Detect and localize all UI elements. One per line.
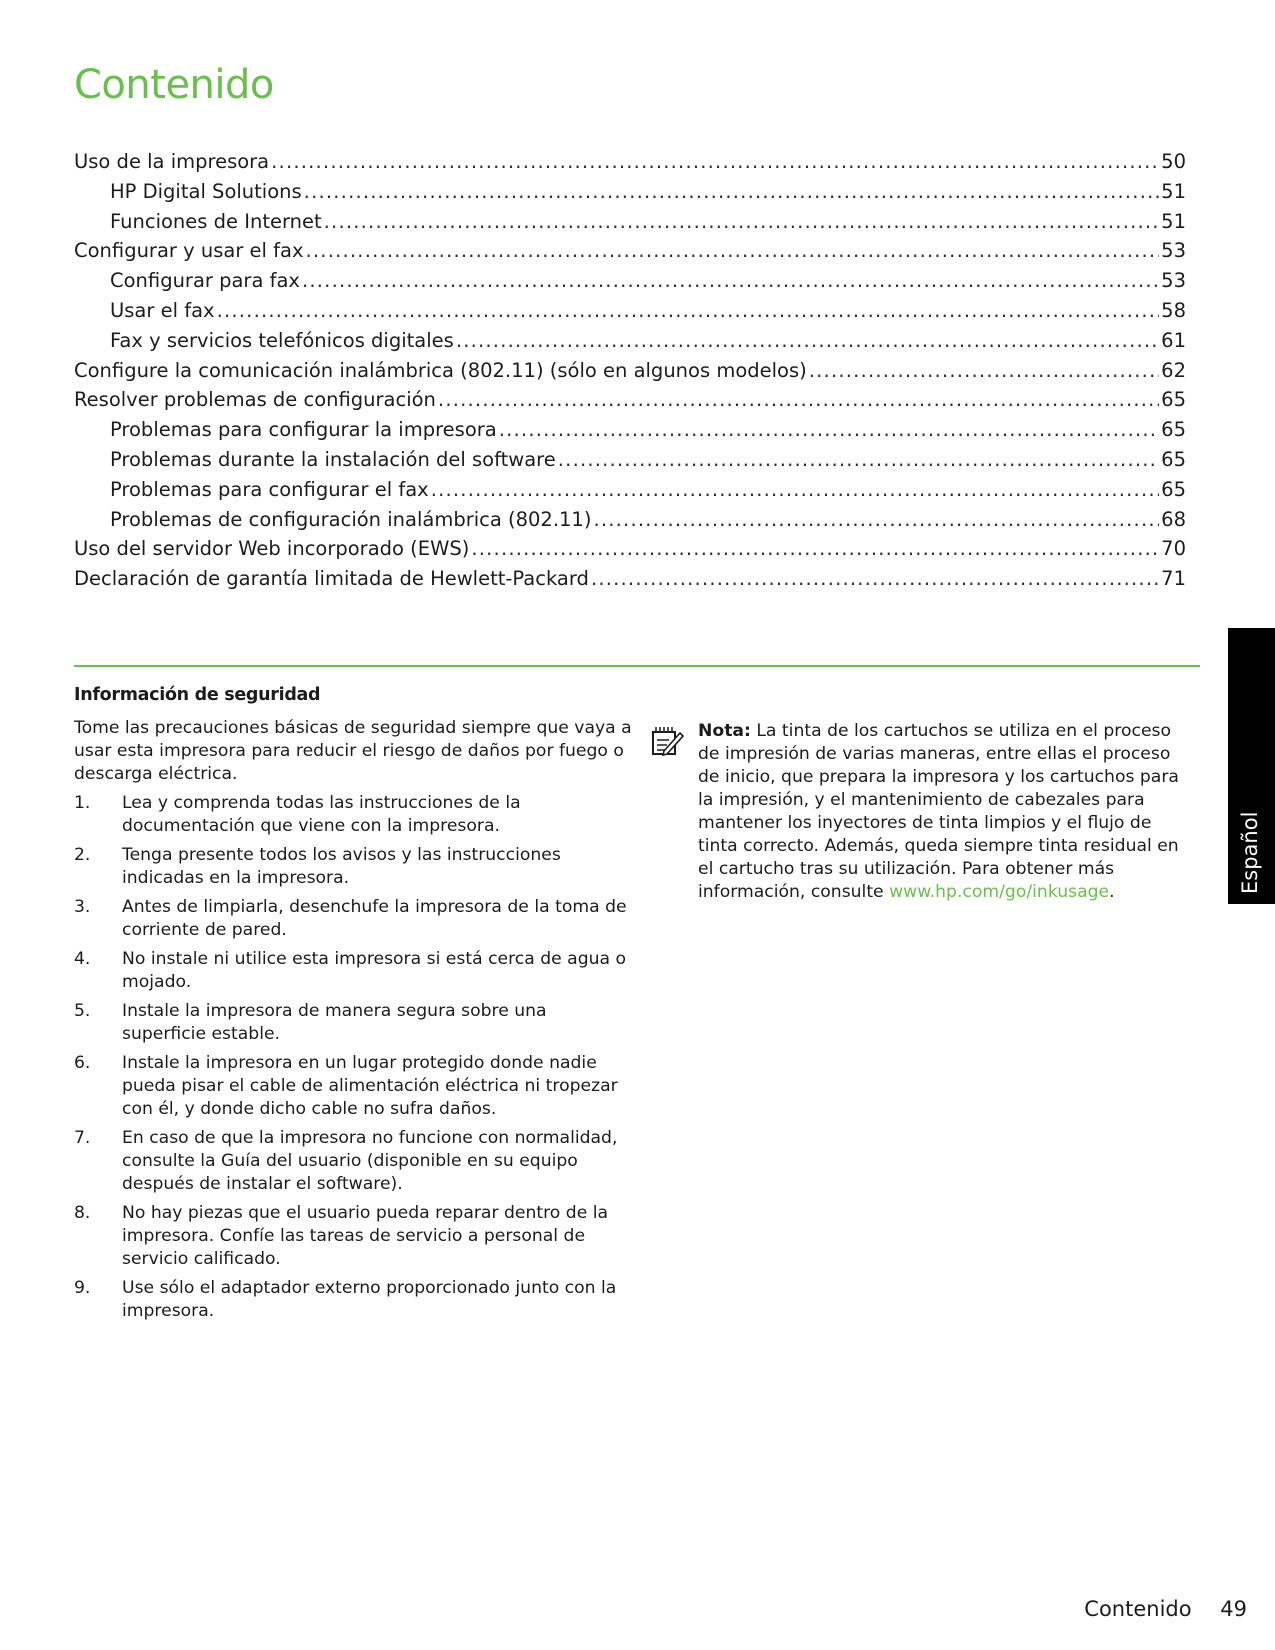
toc-entry-page: 53 <box>1161 269 1186 293</box>
toc-entry-label: Problemas de configuración inalámbrica (802.11) <box>110 507 592 531</box>
list-item-text: Tenga presente todos los avisos y las instrucciones indicadas en la impresora. <box>122 845 561 888</box>
toc-entry[interactable] <box>74 329 1186 359</box>
toc-entry-page: 65 <box>1161 447 1186 471</box>
toc-dot-leader <box>591 567 1159 590</box>
toc-dot-leader <box>499 418 1159 441</box>
toc-dot-leader <box>593 508 1159 531</box>
toc-dot-leader <box>306 239 1160 262</box>
toc-dot-leader <box>271 150 1159 173</box>
list-item <box>74 1052 634 1121</box>
section-divider <box>74 665 1200 667</box>
toc-entry-label: Problemas para configurar el fax <box>110 477 429 501</box>
toc-entry-label: Fax y servicios telefónicos digitales <box>110 328 454 352</box>
note-box <box>650 720 1195 904</box>
note-text: La tinta de los cartuchos se utiliza en el proceso de impresión de varias maneras, entre ellas el proceso de inicio, que prepara la impresora y los cartuchos para la impresión, y el mantenimiento de cabezales para mantener los inyectores de tinta limpios y el flujo de tinta correcto. Además, queda siempre tinta residual en el cartucho tras su utilización. Para obtener más información, consulte <box>698 721 1179 902</box>
toc-entry-page: 50 <box>1161 150 1186 173</box>
toc-entry-page: 65 <box>1161 388 1186 412</box>
safety-intro: Tome las precauciones básicas de seguridad siempre que vaya a usar esta impresora para reducir el riesgo de daños por fuego o descarga eléctrica. <box>74 718 632 784</box>
note-trailing-period: . <box>1109 882 1115 902</box>
toc-dot-leader <box>324 210 1160 233</box>
list-item-number: 8. <box>74 1203 91 1223</box>
list-item <box>74 948 634 994</box>
toc-dot-leader <box>438 388 1159 411</box>
list-item <box>74 1000 634 1046</box>
toc-entry[interactable] <box>74 388 1186 418</box>
toc-entry[interactable] <box>74 478 1186 508</box>
toc-entry-page: 71 <box>1161 567 1186 591</box>
safety-section <box>74 684 634 1329</box>
note-label: Nota: <box>698 721 751 741</box>
list-item <box>74 1202 634 1271</box>
toc-entry-page: 65 <box>1161 418 1186 442</box>
list-item <box>74 844 634 890</box>
toc-entry[interactable] <box>74 359 1186 389</box>
toc-entry-label: Configure la comunicación inalámbrica (802.11) (sólo en algunos modelos) <box>74 358 807 382</box>
toc-entry-page: 53 <box>1161 239 1186 263</box>
list-item <box>74 1127 634 1196</box>
table-of-contents <box>74 150 1186 597</box>
list-item-text: En caso de que la impresora no funcione con normalidad, consulte la Guía del usuario (disponible en su equipo después de instalar el software). <box>122 1128 618 1194</box>
toc-entry-label: Funciones de Internet <box>110 209 322 233</box>
note-pencil-icon <box>650 724 684 758</box>
list-item-number: 5. <box>74 1001 91 1021</box>
toc-entry-label: Resolver problemas de configuración <box>74 388 436 412</box>
toc-entry[interactable] <box>74 299 1186 329</box>
toc-entry[interactable] <box>74 508 1186 538</box>
list-item-text: Instale la impresora de manera segura sobre una superficie estable. <box>122 1001 547 1044</box>
list-item-number: 7. <box>74 1128 91 1148</box>
list-item <box>74 896 634 942</box>
toc-entry-page: 65 <box>1161 477 1186 501</box>
list-item-text: No instale ni utilice esta impresora si está cerca de agua o mojado. <box>122 949 627 992</box>
toc-entry-label: Declaración de garantía limitada de Hewlett-Packard <box>74 567 589 591</box>
list-item-number: 2. <box>74 845 91 865</box>
toc-entry-label: Uso del servidor Web incorporado (EWS) <box>74 537 470 561</box>
list-item-text: Use sólo el adaptador externo proporcionado junto con la impresora. <box>122 1278 617 1321</box>
toc-entry[interactable] <box>74 180 1186 210</box>
toc-dot-leader <box>302 269 1159 292</box>
toc-entry-page: 70 <box>1161 537 1186 561</box>
toc-entry[interactable] <box>74 239 1186 269</box>
toc-entry-label: HP Digital Solutions <box>110 179 302 203</box>
toc-entry-page: 58 <box>1161 298 1186 322</box>
list-item-number: 4. <box>74 949 91 969</box>
toc-dot-leader <box>471 537 1159 560</box>
toc-entry[interactable] <box>74 269 1186 299</box>
toc-dot-leader <box>217 299 1160 322</box>
list-item <box>74 1277 634 1323</box>
toc-dot-leader <box>431 478 1159 501</box>
toc-entry[interactable] <box>74 537 1186 567</box>
toc-entry-label: Problemas para configurar la impresora <box>110 418 497 442</box>
footer-page-number: 49 <box>1220 1597 1247 1621</box>
list-item-text: Antes de limpiarla, desenchufe la impresora de la toma de corriente de pared. <box>122 897 627 940</box>
toc-entry[interactable] <box>74 418 1186 448</box>
page-footer <box>1084 1597 1247 1621</box>
toc-entry-label: Configurar para fax <box>110 269 300 293</box>
toc-entry-page: 68 <box>1161 507 1186 531</box>
list-item-number: 6. <box>74 1053 91 1073</box>
toc-entry-page: 51 <box>1161 179 1186 203</box>
list-item <box>74 792 634 838</box>
toc-entry-label: Uso de la impresora <box>74 150 270 173</box>
toc-dot-leader <box>809 359 1159 382</box>
language-tab <box>1228 628 1275 904</box>
toc-dot-leader <box>456 329 1159 352</box>
toc-entry[interactable] <box>74 150 1186 180</box>
toc-entry-page: 51 <box>1161 209 1186 233</box>
list-item-number: 1. <box>74 793 91 813</box>
toc-dot-leader <box>304 180 1160 203</box>
toc-entry[interactable] <box>74 567 1186 597</box>
language-tab-label: Español <box>1237 811 1262 894</box>
toc-entry-label: Problemas durante la instalación del software <box>110 447 556 471</box>
inkusage-link[interactable]: www.hp.com/go/inkusage <box>889 882 1110 902</box>
toc-entry-label: Configurar y usar el fax <box>74 239 304 263</box>
list-item-number: 3. <box>74 897 91 917</box>
list-item-number: 9. <box>74 1278 91 1298</box>
footer-section-name: Contenido <box>1084 1597 1192 1621</box>
page-title: Contenido <box>74 62 274 108</box>
toc-entry-label: Usar el fax <box>110 298 215 322</box>
safety-list <box>74 792 634 1323</box>
toc-entry[interactable] <box>74 210 1186 240</box>
safety-heading: Información de seguridad <box>74 685 321 705</box>
list-item-text: Lea y comprenda todas las instrucciones de la documentación que viene con la impresora. <box>122 793 521 836</box>
note-body <box>698 720 1195 904</box>
toc-entry[interactable] <box>74 448 1186 478</box>
toc-entry-page: 61 <box>1161 328 1186 352</box>
list-item-text: No hay piezas que el usuario pueda reparar dentro de la impresora. Confíe las tareas de servicio a personal de servicio calificado. <box>122 1203 609 1269</box>
list-item-text: Instale la impresora en un lugar protegido donde nadie pueda pisar el cable de alimentación eléctrica ni tropezar con él, y donde dicho cable no sufra daños. <box>122 1053 618 1119</box>
toc-dot-leader <box>558 448 1159 471</box>
toc-entry-page: 62 <box>1161 358 1186 382</box>
